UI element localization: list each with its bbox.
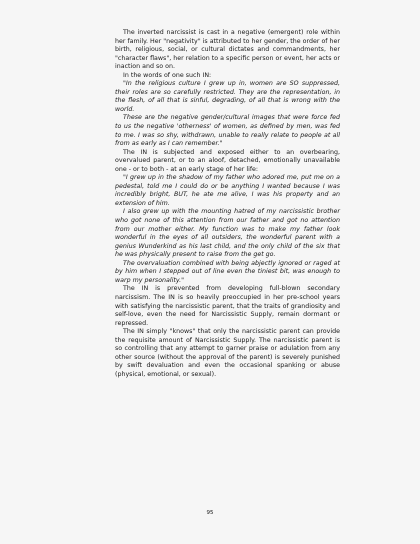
quote-paragraph: I also grew up with the mounting hatred of my narcissistic brother who got none of this attention from our father and got no attention from our mother either. My function was to make my father look wonderful in the eyes of all outsiders, the wonderful parent with a genius Wunderkind as his last child, and the only child of the six that he was physically present to raise from the get go. — [115, 208, 340, 259]
page-number: 95 — [206, 510, 214, 516]
quote-paragraph: "In the religious culture I grew up in, women are SO suppressed, their roles are so carefully restricted. They are the representation, in the flesh, of all that is sinful, degrading, of all that is wrong with the world. — [115, 80, 340, 113]
paragraph: In the words of one such IN: — [123, 71, 212, 79]
paragraph: The IN is subjected and exposed either to an overbearing, overvalued parent, or to an aloof, detached, emotionally unavailable one - or to both - at an early stage of her life: — [115, 148, 340, 173]
quote-paragraph: These are the negative gender/cultural images that were force fed to us the negative 'otherness' of women, as defined by men, was fed to me. I was so shy, withdrawn, unable to really relate to people at all from as early as I can remember." — [115, 114, 340, 148]
quote-paragraph: The overvaluation combined with being abjectly ignored or raged at by him when I stepped out of line even the tiniest bit, was enough to warp my personality." — [115, 259, 340, 284]
body-text — [115, 29, 340, 379]
paragraph: The IN is prevented from developing full-blown secondary narcissism. The IN is so heavily preoccupied in her pre-school years with satisfying the narcissistic parent, that the traits of grandiosity and self-love, even the need for Narcissistic Supply, remain dormant or repressed. — [115, 285, 340, 327]
quote-paragraph: "I grew up in the shadow of my father who adored me, put me on a pedestal, told me I could do or be anything I wanted because I was incredibly bright, BUT, he ate me alive, I was his property and an extension of him. — [115, 174, 340, 207]
paragraph: The inverted narcissist is cast in a negative (emergent) role within her family. Her "negativity" is attributed to her gender, the order of her birth, religious, social, or cultural dictates and commandments, her "character flaws", her relation to a specific person or event, her acts or inaction and so on. — [115, 29, 340, 71]
paragraph: The IN simply "knows" that only the narcissistic parent can provide the requisite amount of Narcissistic Supply. The narcissistic parent is so controlling that any attempt to garner praise or adulation from any other source (without the approval of the parent) is severely punished by swift devaluation and even the occasional spanking or abuse (physical, emotional, or sexual). — [115, 328, 340, 378]
